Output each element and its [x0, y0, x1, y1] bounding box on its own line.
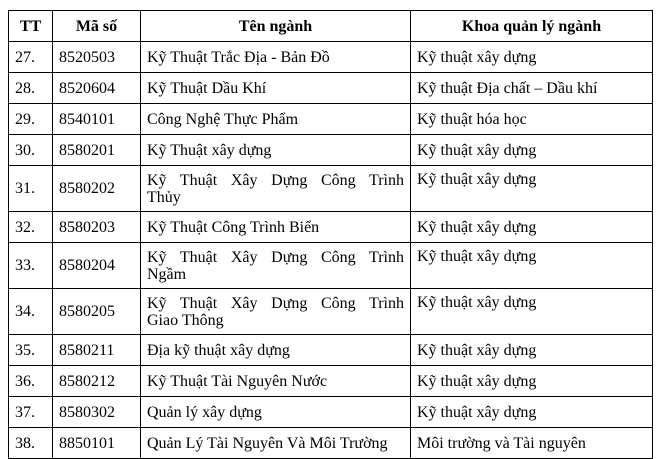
major-name-cell — [141, 135, 411, 166]
row-number: 36. — [9, 366, 53, 397]
table-row — [9, 212, 653, 243]
major-name-line1: Kỹ Thuật Xây Dựng Công Trình — [147, 294, 404, 312]
major-code: 8540101 — [53, 104, 141, 135]
managing-faculty: Kỹ thuật xây dựng — [411, 397, 653, 428]
row-number: 29. — [9, 104, 53, 135]
major-code: 8580201 — [53, 135, 141, 166]
table-header-row — [9, 11, 653, 42]
row-number: 27. — [9, 42, 53, 73]
major-name-cell — [141, 73, 411, 104]
table-row — [9, 42, 653, 73]
managing-faculty: Kỹ thuật xây dựng — [411, 135, 653, 166]
major-code: 8580302 — [53, 397, 141, 428]
row-number: 33. — [9, 243, 53, 289]
major-name: Quản lý xây dựng — [147, 403, 262, 421]
major-name-cell — [141, 104, 411, 135]
managing-faculty: Kỹ thuật xây dựng — [411, 166, 653, 212]
table-row — [9, 428, 653, 459]
header-code: Mã số — [53, 11, 141, 42]
row-number: 28. — [9, 73, 53, 104]
table-row — [9, 135, 653, 166]
major-code: 8520503 — [53, 42, 141, 73]
major-name: Kỹ Thuật Trắc Địa - Bản Đồ — [147, 48, 330, 66]
managing-faculty: Kỹ thuật xây dựng — [411, 243, 653, 289]
major-code: 8580211 — [53, 335, 141, 366]
major-code: 8580212 — [53, 366, 141, 397]
managing-faculty: Kỹ thuật Địa chất – Dầu khí — [411, 73, 653, 104]
major-name: Kỹ Thuật Dầu Khí — [147, 79, 267, 97]
major-code: 8520604 — [53, 73, 141, 104]
majors-table — [8, 10, 653, 459]
managing-faculty: Kỹ thuật xây dựng — [411, 335, 653, 366]
table-row — [9, 366, 653, 397]
major-name-cell — [141, 289, 411, 335]
major-name: Địa kỹ thuật xây dựng — [147, 341, 290, 359]
major-code: 8580204 — [53, 243, 141, 289]
table-row — [9, 289, 653, 335]
major-name-cell — [141, 42, 411, 73]
major-name-cell — [141, 212, 411, 243]
major-name: Kỹ Thuật xây dựng — [147, 141, 272, 159]
row-number: 37. — [9, 397, 53, 428]
row-number: 30. — [9, 135, 53, 166]
header-name: Tên ngành — [141, 11, 411, 42]
row-number: 35. — [9, 335, 53, 366]
major-name-line2: Giao Thông — [147, 311, 224, 329]
table-row — [9, 397, 653, 428]
major-name: Kỹ Thuật Tài Nguyên Nước — [147, 372, 328, 390]
major-name: Quản Lý Tài Nguyên Và Môi Trường — [147, 434, 388, 452]
major-name-line1: Kỹ Thuật Xây Dựng Công Trình — [147, 248, 404, 266]
managing-faculty: Kỹ thuật xây dựng — [411, 212, 653, 243]
header-faculty: Khoa quản lý ngành — [411, 11, 653, 42]
major-name: Kỹ Thuật Công Trình Biển — [147, 218, 320, 236]
table-row — [9, 243, 653, 289]
table-row — [9, 104, 653, 135]
major-name-cell — [141, 397, 411, 428]
major-name-line2: Ngầm — [147, 265, 187, 283]
header-tt: TT — [9, 11, 53, 42]
row-number: 34. — [9, 289, 53, 335]
table-row — [9, 166, 653, 212]
major-name-cell — [141, 243, 411, 289]
managing-faculty: Kỹ thuật xây dựng — [411, 289, 653, 335]
table-row — [9, 335, 653, 366]
major-name-cell — [141, 428, 411, 459]
major-code: 8580202 — [53, 166, 141, 212]
managing-faculty: Kỹ thuật hóa học — [411, 104, 653, 135]
managing-faculty: Kỹ thuật xây dựng — [411, 42, 653, 73]
major-name-line2: Thủy — [147, 188, 181, 206]
major-code: 8580205 — [53, 289, 141, 335]
row-number: 32. — [9, 212, 53, 243]
row-number: 38. — [9, 428, 53, 459]
major-name: Công Nghệ Thực Phẩm — [147, 110, 299, 128]
table-row — [9, 73, 653, 104]
managing-faculty: Môi trường và Tài nguyên — [411, 428, 653, 459]
major-code: 8580203 — [53, 212, 141, 243]
major-name-line1: Kỹ Thuật Xây Dựng Công Trình — [147, 171, 404, 189]
managing-faculty: Kỹ thuật xây dựng — [411, 366, 653, 397]
major-name-cell — [141, 366, 411, 397]
row-number: 31. — [9, 166, 53, 212]
major-code: 8850101 — [53, 428, 141, 459]
major-name-cell — [141, 335, 411, 366]
major-name-cell — [141, 166, 411, 212]
